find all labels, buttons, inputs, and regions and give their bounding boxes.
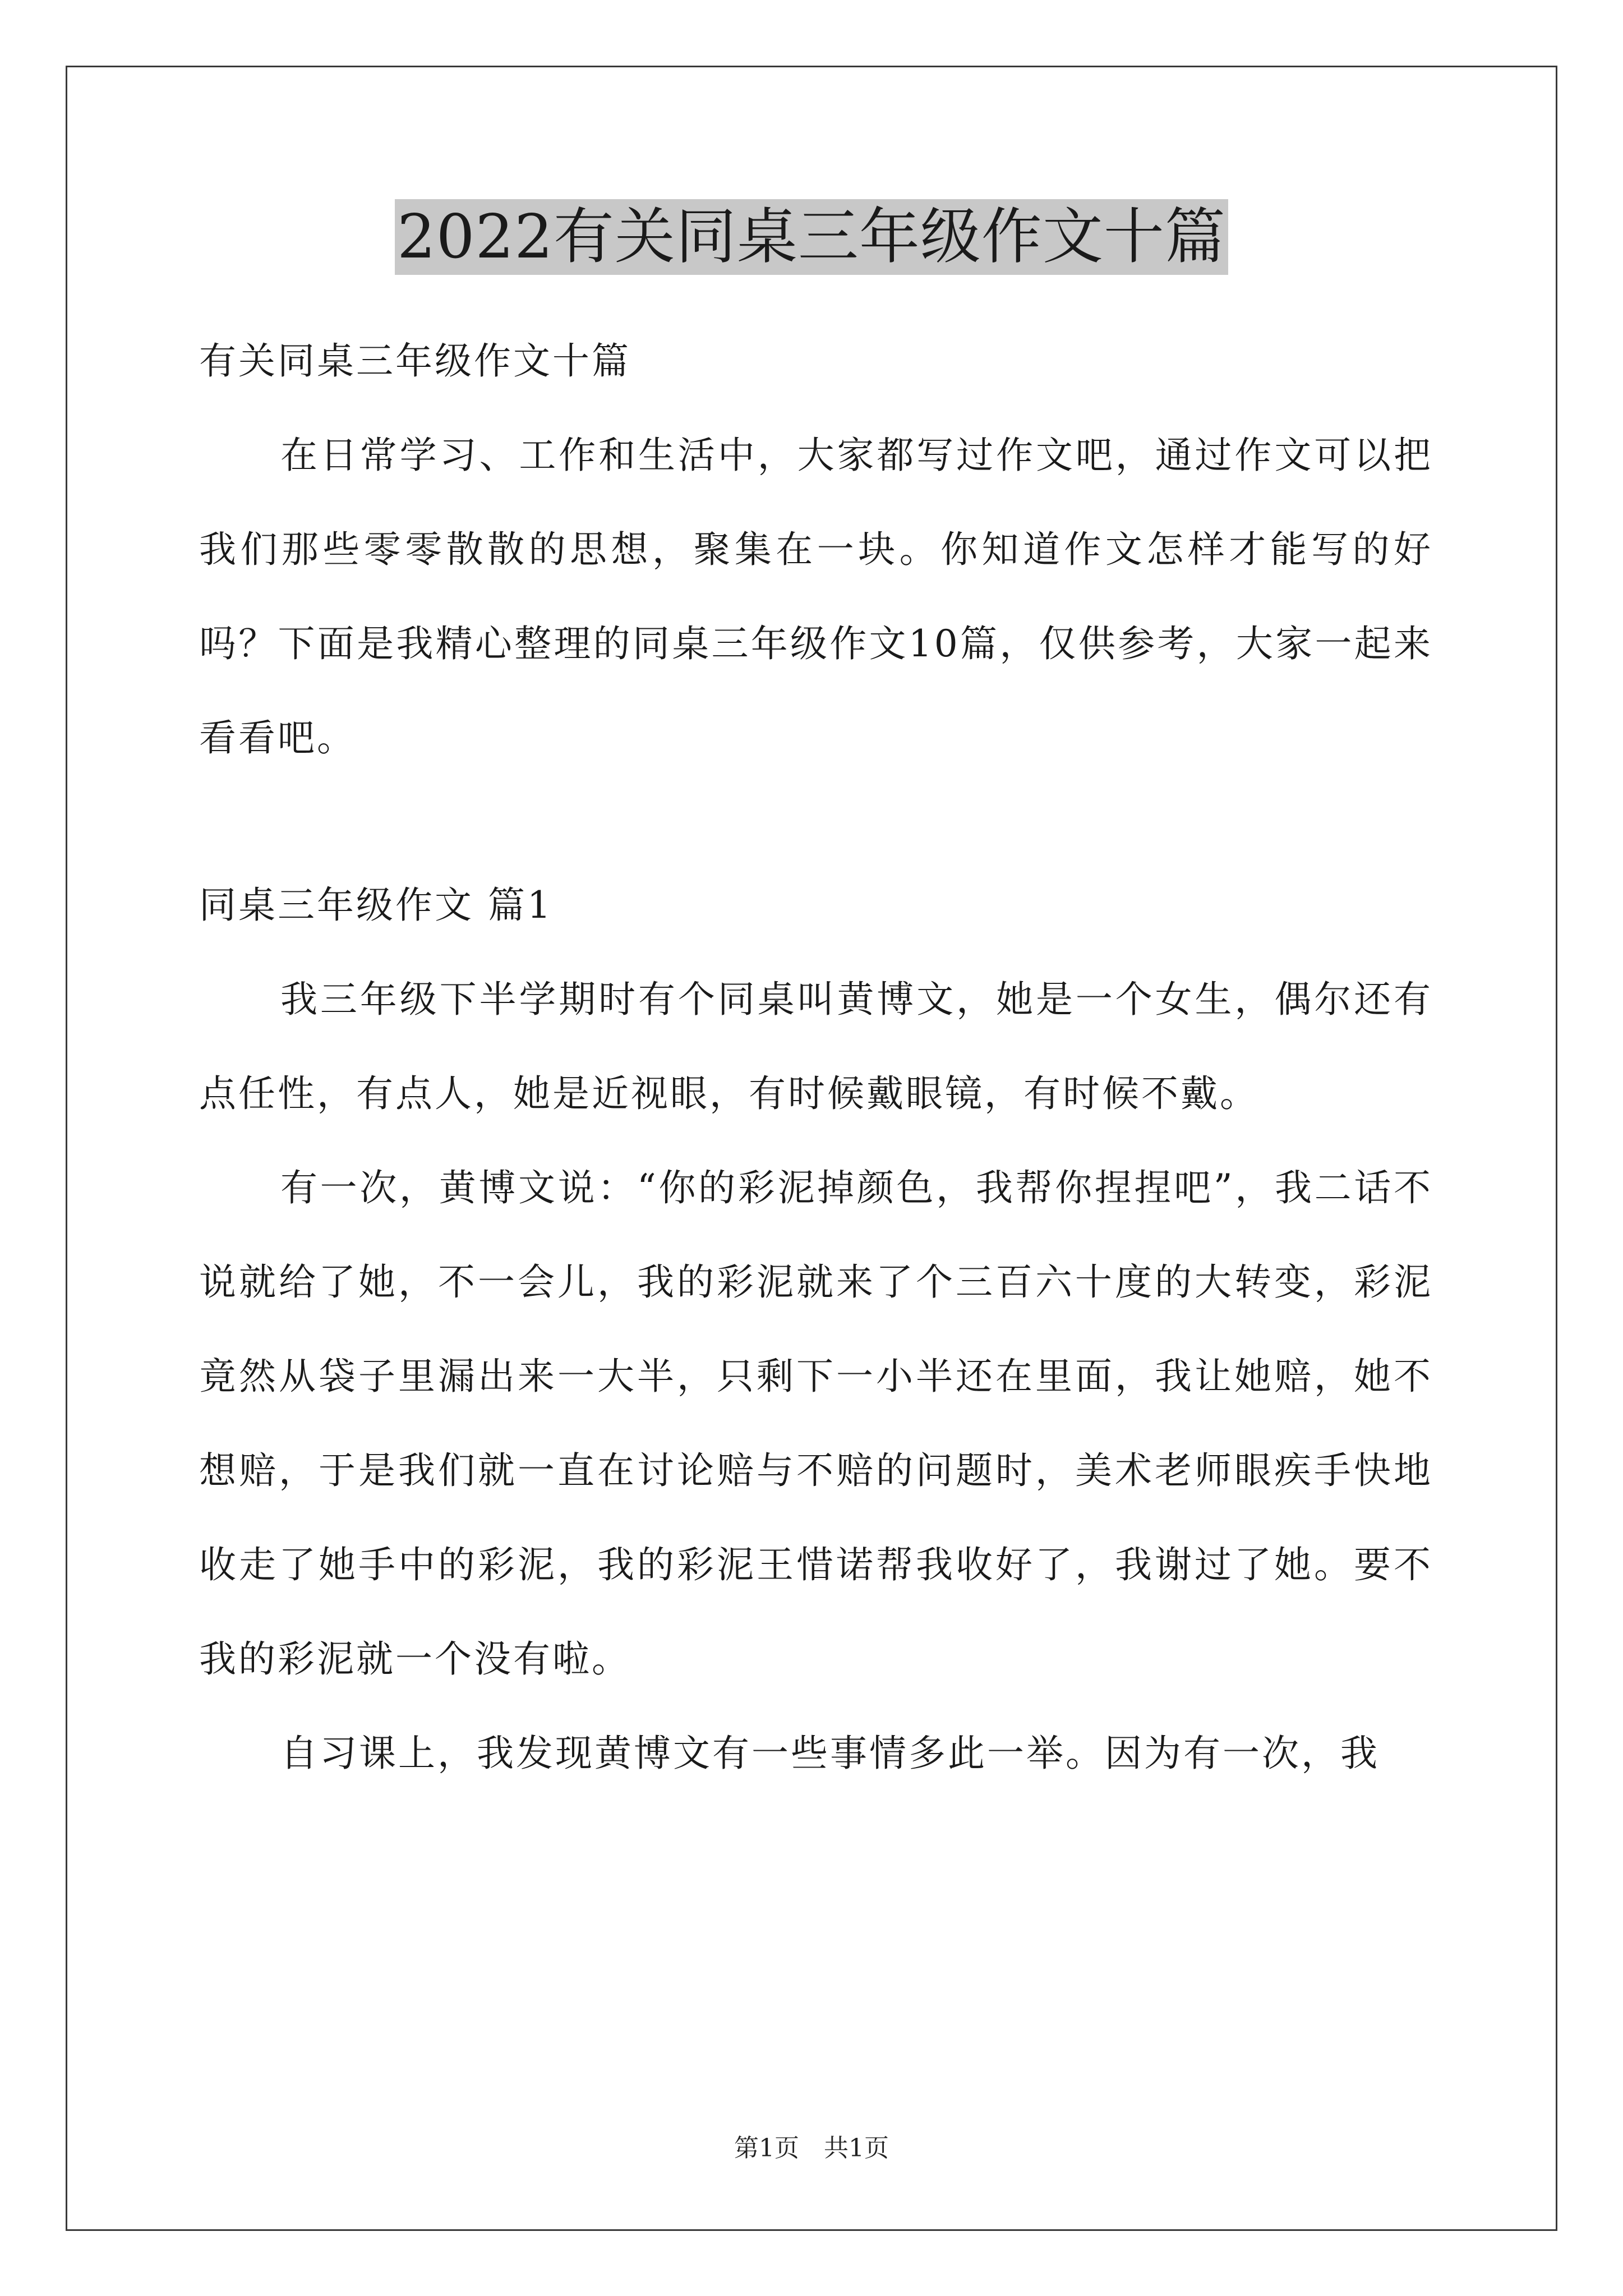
- document-body: [199, 314, 1433, 1801]
- body-paragraph: 自习课上，我发现黄博文有一些事情多此一举。因为有一次，我: [280, 1732, 1380, 1775]
- section-heading: 同桌三年级作文 篇1: [199, 884, 553, 927]
- page-footer: 第1页 共1页: [734, 2134, 889, 2162]
- document-subtitle: 有关同桌三年级作文十篇: [199, 339, 631, 383]
- body-paragraph: 我三年级下半学期时有个同桌叫黄博文，她是一个女生，偶尔还有点任性，有点人，她是近视眼，有时候戴眼镜，有时候不戴。: [199, 978, 1433, 1115]
- body-paragraph: 有一次，黄博文说：“你的彩泥掉颜色，我帮你捏捏吧”，我二话不说就给了她，不一会儿，我的彩泥就来了个三百六十度的大转变，彩泥竟然从袋子里漏出来一大半，只剩下一小半还在里面，我让她赔，她不想赔，于是我们就一直在讨论赔与不赔的问题时，美术老师眼疾手快地收走了她手中的彩泥，我的彩泥王惜诺帮我收好了，我谢过了她。要不我的彩泥就一个没有啦。: [199, 1166, 1433, 1681]
- intro-paragraph: 在日常学习、工作和生活中，大家都写过作文吧，通过作文可以把我们那些零零散散的思想，聚集在一块。你知道作文怎样才能写的好吗？下面是我精心整理的同桌三年级作文10篇，仅供参考，大家一起来看看吧。: [199, 434, 1433, 760]
- document-title: 2022有关同桌三年级作文十篇: [395, 199, 1228, 275]
